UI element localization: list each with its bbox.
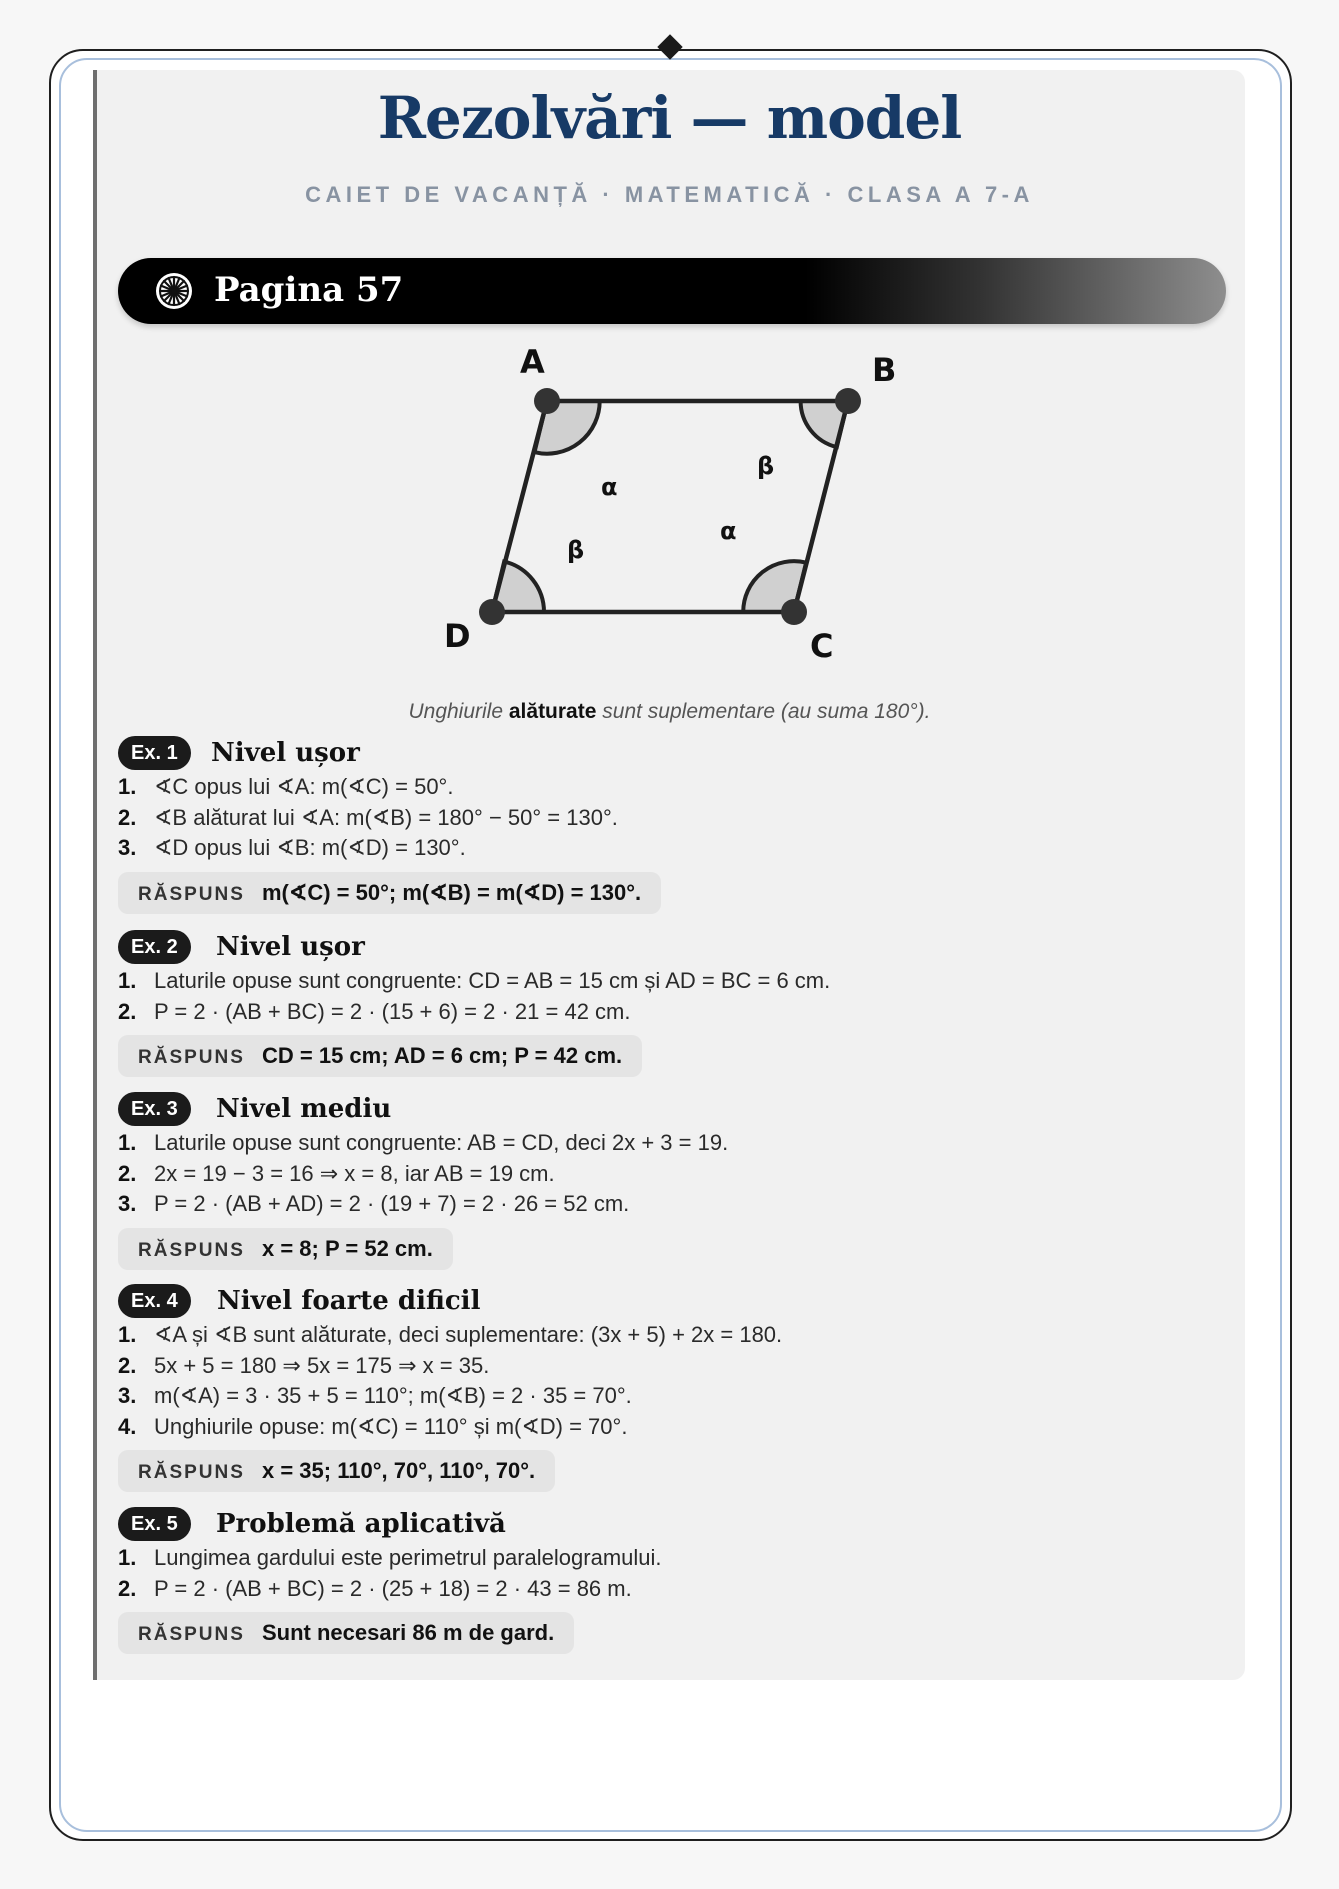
solution-step: 3. ∢D opus lui ∢B: m(∢D) = 130°. [118, 835, 466, 860]
solution-step: 1. ∢A și ∢B sunt alăturate, deci suplementare: (3x + 5) + 2x = 180. [118, 1322, 783, 1347]
solution-step: 1. Lungimea gardului este perimetrul paralelogramului. [118, 1545, 662, 1570]
solution-step: 2. P = 2 · (AB + BC) = 2 · (25 + 18) = 2 · 43 = 86 m. [118, 1575, 632, 1601]
exercise-level: Nivel ușor [216, 932, 365, 962]
answer-box [118, 1035, 642, 1077]
exercise-badge: Ex. 5 [118, 1507, 191, 1541]
page-number-label: Pagina 57 [214, 270, 404, 310]
answer-value: x = 35; 110°, 70°, 110°, 70°. [262, 1458, 536, 1483]
solution-step: 2. 5x + 5 = 180 ⇒ 5x = 175 ⇒ x = 35. [118, 1352, 490, 1378]
exercise-badge: Ex. 4 [118, 1284, 191, 1318]
caption-text-end: sunt suplementare (au suma 180°). [602, 700, 931, 723]
exercise-badge: Ex. 2 [118, 930, 191, 964]
answer-label: RĂSPUNS [138, 1462, 245, 1483]
vertex-dot-a [534, 388, 560, 414]
vertex-dot-d [479, 599, 505, 625]
answer-label: RĂSPUNS [138, 1047, 245, 1068]
solution-step: 1. Laturile opuse sunt congruente: CD = AB = 15 cm și AD = BC = 6 cm. [118, 968, 831, 993]
solution-step: 3. P = 2 · (AB + AD) = 2 · (19 + 7) = 2 · 26 = 52 cm. [118, 1191, 630, 1216]
exercise-4 [118, 1282, 1218, 1492]
answer-value: CD = 15 cm; AD = 6 cm; P = 42 cm. [262, 1043, 623, 1068]
angle-label-alpha-a: α [601, 473, 618, 501]
exercise-level: Nivel mediu [216, 1094, 392, 1124]
answer-box [118, 1228, 453, 1270]
exercise-level: Problemă aplicativă [216, 1509, 506, 1539]
solution-step: 3. m(∢A) = 3 · 35 + 5 = 110°; m(∢B) = 2 · 35 = 70°. [118, 1383, 632, 1408]
solution-step: 2. P = 2 · (AB + BC) = 2 · (15 + 6) = 2 · 21 = 42 cm. [118, 998, 631, 1024]
angle-label-alpha-c: α [720, 517, 737, 545]
answer-value: m(∢C) = 50°; m(∢B) = m(∢D) = 130°. [262, 879, 642, 905]
caption-text-start: Unghiurile [408, 700, 504, 723]
vertex-label-d: D [444, 617, 471, 655]
exercise-level: Nivel foarte dificil [217, 1286, 481, 1316]
vertex-dot-c [781, 599, 807, 625]
exercise-5 [118, 1505, 1218, 1654]
solution-step: 1. ∢C opus lui ∢A: m(∢C) = 50°. [118, 774, 454, 799]
exercise-3 [118, 1090, 1218, 1270]
vertex-label-c: C [810, 627, 834, 665]
document-subtitle: CAIET DE VACANȚĂ · MATEMATICĂ · CLASA A 7-A [305, 182, 1034, 207]
exercise-level: Nivel ușor [211, 738, 360, 768]
exercise-1 [118, 734, 1218, 914]
answer-box [118, 872, 661, 914]
solution-step: 2. ∢B alăturat lui ∢A: m(∢B) = 180° − 50° = 130°. [118, 804, 618, 830]
page-banner [118, 258, 1226, 324]
answer-label: RĂSPUNS [138, 1624, 245, 1645]
angle-label-beta-d: β [567, 536, 585, 564]
angle-label-beta-b: β [757, 452, 775, 480]
vertex-dot-b [835, 388, 861, 414]
answer-label: RĂSPUNS [138, 883, 245, 905]
answer-value: Sunt necesari 86 m de gard. [262, 1620, 555, 1645]
answer-box [118, 1612, 574, 1654]
solution-step: 2. 2x = 19 − 3 = 16 ⇒ x = 8, iar AB = 19 cm. [118, 1160, 555, 1186]
exercise-2 [118, 928, 1218, 1077]
vertex-label-b: B [872, 351, 897, 389]
vertex-label-a: A [520, 343, 545, 381]
exercise-badge: Ex. 3 [118, 1092, 191, 1126]
answer-value: x = 8; P = 52 cm. [262, 1235, 433, 1261]
figure-caption [0, 700, 1339, 724]
answer-box [118, 1450, 555, 1492]
answer-label: RĂSPUNS [138, 1239, 245, 1261]
document-title: Rezolvări — model [377, 84, 962, 152]
exercise-badge: Ex. 1 [118, 736, 191, 770]
solution-step: 1. Laturile opuse sunt congruente: AB = CD, deci 2x + 3 = 19. [118, 1130, 729, 1155]
caption-text-bold: alăturate [508, 700, 597, 723]
parallelogram-figure [420, 338, 940, 668]
solution-step: 4. Unghiurile opuse: m(∢C) = 110° și m(∢D) = 70°. [118, 1413, 628, 1439]
wheel-icon [154, 271, 194, 311]
